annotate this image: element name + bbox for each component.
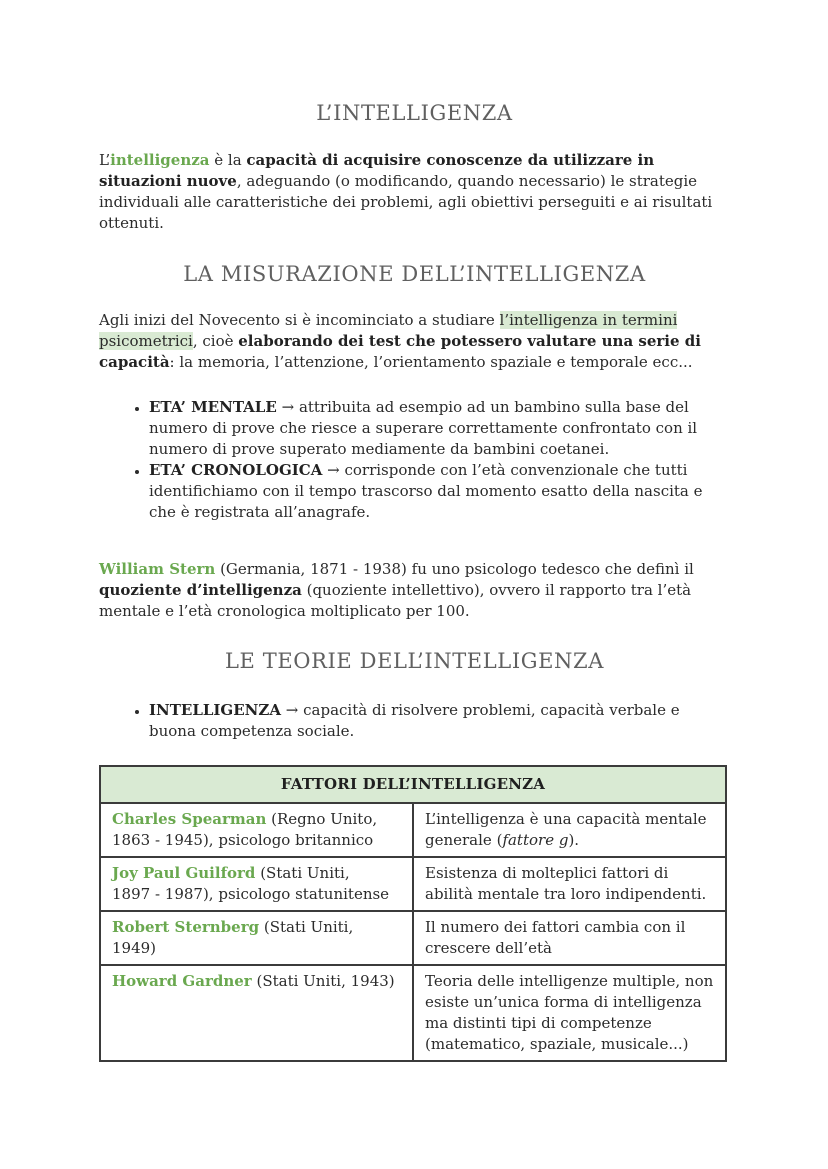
author-name: Joy Paul Guilford — [112, 864, 256, 882]
intelligenza-text: capacità di risolvere problemi, capacità verbale e buona competenza sociale. — [149, 701, 680, 740]
section-heading-misurazione: LA MISURAZIONE DELL’INTELLIGENZA — [183, 262, 646, 286]
table-row-guilford — [100, 857, 726, 911]
factors-table — [99, 765, 727, 1062]
intro-bold: capacità di acquisire conoscenze da utilizzare in situazioni nuove — [99, 151, 655, 190]
list-item-eta-mentale — [149, 397, 730, 460]
page-title: L’INTELLIGENZA — [316, 101, 513, 125]
theory-cell: Esistenza di molteplici fattori di abilità mentale tra loro indipendenti. — [413, 857, 726, 911]
theory-desc-pre: L’intelligenza è una capacità mentale generale ( — [425, 810, 707, 849]
table-row-sternberg — [100, 911, 726, 965]
eta-cronologica-text: corrisponde con l’età convenzionale che tutti identifichiamo con il tempo trascorso dal momento esatto della nascita e che è registrata all’anagrafe. — [149, 461, 703, 521]
intro-mid: è la — [209, 151, 247, 169]
table-header-row — [100, 766, 726, 803]
stern-name: William Stern — [99, 560, 216, 578]
intro-term-intelligenza: intelligenza — [110, 151, 210, 169]
theory-desc-italic: fattore g — [502, 831, 569, 849]
author-bio-line1: (Stati Uniti, 1949) — [112, 918, 354, 957]
author-name: Howard Gardner — [112, 972, 252, 990]
stern-bold: quoziente d’intelligenza — [99, 581, 302, 599]
author-bio-line1: (Stati Uniti, — [255, 864, 350, 882]
table-row-gardner — [100, 965, 726, 1061]
author-name: Robert Sternberg — [112, 918, 260, 936]
intelligenza-term: INTELLIGENZA — [149, 701, 281, 719]
misurazione-mid: , cioè — [192, 332, 239, 350]
misurazione-rest: : la memoria, l’attenzione, l’orientamento spaziale e temporale ecc... — [169, 353, 693, 371]
theory-cell: Il numero dei fattori cambia con il crescere dell’età — [413, 911, 726, 965]
stern-mid: (Germania, 1871 - 1938) fu uno psicologo tedesco che definì il — [215, 560, 694, 578]
intro-pre: L’ — [99, 151, 111, 169]
intro-rest: , adeguando (o modificando, quando necessario) le strategie individuali alle caratteristiche dei problemi, agli obiettivi perseguiti e ai risultati ottenuti. — [99, 172, 713, 232]
list-item-intelligenza — [149, 700, 730, 742]
author-cell — [100, 965, 413, 1061]
author-bio-line1: (Regno Unito, — [266, 810, 378, 828]
list-item-eta-cronologica — [149, 460, 730, 523]
author-name: Charles Spearman — [112, 810, 267, 828]
eta-mentale-text: attribuita ad esempio ad un bambino sulla base del numero di prove che riesce a superare correttamente confrontato con il numero di prove superato mediamente da bambini coetanei. — [149, 398, 698, 458]
theory-desc-post: ). — [568, 831, 580, 849]
right-arrow-glyph: → — [285, 701, 299, 719]
stern-paragraph — [99, 559, 730, 622]
author-cell — [100, 857, 413, 911]
misurazione-paragraph — [99, 310, 730, 373]
table-row-spearman — [100, 803, 726, 857]
misurazione-pre: Agli inizi del Novecento si è incominciato a studiare — [99, 311, 500, 329]
section-heading-teorie: LE TEORIE DELL’INTELLIGENZA — [225, 649, 604, 673]
table-header: FATTORI DELL’INTELLIGENZA — [100, 766, 726, 803]
author-bio-line2: 1863 - 1945), psicologo britannico — [112, 831, 374, 849]
author-cell — [100, 911, 413, 965]
author-bio-line1: (Stati Uniti, 1943) — [251, 972, 395, 990]
author-cell — [100, 803, 413, 857]
stern-rest: (quoziente intellettivo), ovvero il rapporto tra l’età mentale e l’età cronologica moltiplicato per 100. — [99, 581, 692, 620]
highlight-psicometrici: l’intelligenza in termini psicometrici — [99, 311, 678, 350]
eta-mentale-term: ETA’ MENTALE — [149, 398, 277, 416]
theory-cell — [413, 803, 726, 857]
eta-bullet-list — [99, 397, 730, 523]
eta-cronologica-term: ETA’ CRONOLOGICA — [149, 461, 323, 479]
misurazione-bold: elaborando dei test che potessero valutare una serie di capacità — [99, 332, 701, 371]
author-bio-line2: 1897 - 1987), psicologo statunitense — [112, 885, 390, 903]
intelligenza-bullet-list — [99, 700, 730, 742]
theory-cell: Teoria delle intelligenze multiple, non esiste un’unica forma di intelligenza ma distinti tipi di competenze (matematico, spaziale, musicale...) — [413, 965, 726, 1061]
intro-paragraph — [99, 150, 730, 234]
right-arrow-glyph: → — [281, 398, 295, 416]
right-arrow-glyph: → — [327, 461, 340, 479]
